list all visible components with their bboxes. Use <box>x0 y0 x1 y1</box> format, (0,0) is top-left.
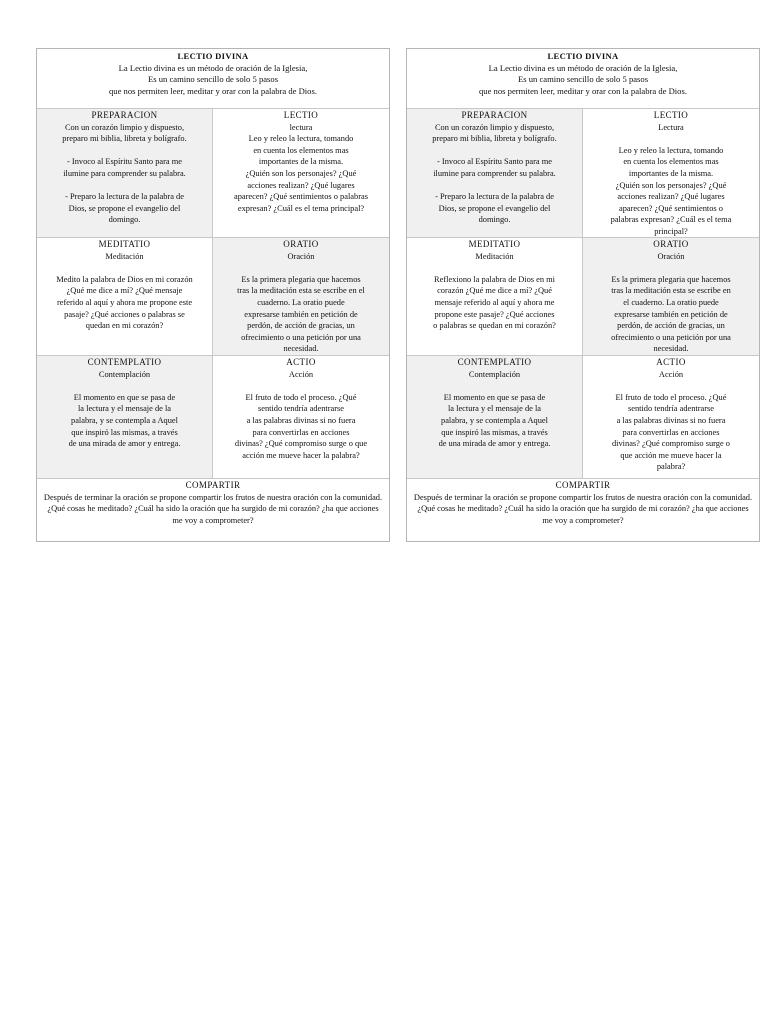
step-subheading: Oración <box>657 251 685 261</box>
step-subheading: Meditación <box>105 251 144 261</box>
card-intro: La Lectio divina es un método de oración de la Iglesia, Es un camino sencillo de solo 5 pasos que nos permiten leer, meditar y orar con la palabra de Dios. <box>109 62 317 96</box>
card-header <box>407 49 759 109</box>
step-lectio <box>213 109 389 238</box>
step-heading: ORATIO <box>653 239 689 249</box>
step-body: Medito la palabra de Dios en mi corazón ¿Qué me dice a mí? ¿Qué mensaje referido al aquí y ahora me propone este pasaje? ¿Qué acciones o palabras se quedan en mi corazón? <box>56 274 193 331</box>
step-body: Después de terminar la oración se propone compartir los frutos de nuestra oración con la comunidad. ¿Qué cosas he meditado? ¿Cuál ha sido la oración que ha surgido de mi corazón? ¿ha que acciones me voy a comprometer? <box>413 492 753 525</box>
card-title: LECTIO DIVINA <box>177 51 249 61</box>
card-header <box>37 49 389 109</box>
step-heading: MEDITATIO <box>98 239 151 249</box>
step-oratio <box>583 238 759 356</box>
step-heading: PREPARACION <box>91 110 158 120</box>
step-subheading: Lectura <box>658 122 684 132</box>
step-preparacion <box>407 109 583 238</box>
step-heading: COMPARTIR <box>185 480 241 490</box>
step-body: El fruto de todo el proceso. ¿Qué sentido tendría adentrarse a las palabras divinas si no fuera para convertirlas en acciones divinas? ¿Qué compromiso surge o que acción me mueve hacer la palabra? <box>611 392 730 472</box>
card-intro: La Lectio divina es un método de oración de la Iglesia, Es un camino sencillo de solo 5 pasos que nos permiten leer, meditar y orar con la palabra de Dios. <box>479 62 687 96</box>
step-heading: CONTEMPLATIO <box>457 357 532 367</box>
step-body: Leo y releo la lectura, tomando en cuenta los elementos mas importantes de la misma. ¿Quién son los personajes? ¿Qué acciones realizan? ¿Qué lugares aparecen? ¿Qué sentimientos o palabras expresan? ¿Cuál es el tema principal? <box>610 145 732 236</box>
step-contemplatio <box>407 356 583 479</box>
step-compartir <box>407 479 759 541</box>
step-contemplatio <box>37 356 213 479</box>
step-heading: PREPARACION <box>461 110 528 120</box>
step-heading: COMPARTIR <box>555 480 611 490</box>
step-body: Reflexiono la palabra de Dios en mi corazón ¿Qué me dice a mí? ¿Qué mensaje referido al aquí y ahora me propone este pasaje? ¿Qué acciones o palabras se quedan en mi corazón? <box>433 274 556 331</box>
step-body: Después de terminar la oración se propone compartir los frutos de nuestra oración con la comunidad. ¿Qué cosas he meditado? ¿Cuál ha sido la oración que ha surgido de mi corazón? ¿ha que acciones me voy a comprometer? <box>43 492 383 525</box>
step-oratio <box>213 238 389 356</box>
step-meditatio <box>407 238 583 356</box>
step-body: Leo y releo la lectura, tomando en cuenta los elementos mas importantes de la misma. ¿Quién son los personajes? ¿Qué acciones realizan? ¿Qué lugares aparecen? ¿Qué sentimientos o palabras expresan? ¿Cuál es el tema principal? <box>234 134 368 213</box>
step-subheading: Acción <box>288 369 314 379</box>
step-heading: MEDITATIO <box>468 239 521 249</box>
step-heading: LECTIO <box>653 110 689 120</box>
step-subheading: Contemplación <box>468 369 521 379</box>
step-body: El momento en que se pasa de la lectura y el mensaje de la palabra, y se contempla a Aquel que inspiró las mismas, a través de una mirada de amor y entrega. <box>68 392 181 449</box>
step-compartir <box>37 479 389 541</box>
lectio-card-left <box>36 48 390 542</box>
step-body: Con un corazón limpio y dispuesto, preparo mi biblia, libreta y bolígrafo. - Invoco al Espíritu Santo para me ilumine para comprender su palabra. - Preparo la lectura de la palabra de Dios, se propone el evangelio del domingo. <box>62 122 187 225</box>
step-body: Es la primera plegaria que hacemos tras la meditación esta se escribe en el cuaderno. La oratio puede expresarse también en petición de perdón, de acción de gracias, un ofrecimiento o una petición por una necesidad. <box>611 274 731 354</box>
lectio-card-right <box>406 48 760 542</box>
step-body: El fruto de todo el proceso. ¿Qué sentido tendría adentrarse a las palabras divinas si no fuera para convertirlas en acciones divinas? ¿Qué compromiso surge o que acción me mueve hacer la palabra? <box>234 392 368 460</box>
step-body: El momento en que se pasa de la lectura y el mensaje de la palabra, y se contempla a Aquel que inspiró las mismas, a través de una mirada de amor y entrega. <box>438 392 551 449</box>
steps-grid <box>37 109 389 479</box>
step-actio <box>583 356 759 479</box>
step-actio <box>213 356 389 479</box>
step-heading: ACTIO <box>286 357 316 367</box>
step-body: Es la primera plegaria que hacemos tras la meditación esta se escribe en el cuaderno. La oratio puede expresarse también en petición de perdón, de acción de gracias, un ofrecimiento o una petición por una necesidad. <box>237 274 365 354</box>
step-preparacion <box>37 109 213 238</box>
step-heading: LECTIO <box>283 110 319 120</box>
step-subheading: Meditación <box>475 251 514 261</box>
step-subheading: Acción <box>658 369 684 379</box>
step-subheading: Oración <box>287 251 315 261</box>
step-subheading: lectura <box>289 122 313 132</box>
steps-grid <box>407 109 759 479</box>
step-meditatio <box>37 238 213 356</box>
step-subheading: Contemplación <box>98 369 151 379</box>
step-lectio <box>583 109 759 238</box>
card-title: LECTIO DIVINA <box>547 51 619 61</box>
step-body: Con un corazón limpio y dispuesto, preparo mi biblia, libreta y bolígrafo. - Invoco al Espíritu Santo para me ilumine para comprender su palabra. - Preparo la lectura de la palabra de Dios, se propone el evangelio del domingo. <box>432 122 557 225</box>
step-heading: ORATIO <box>283 239 319 249</box>
step-heading: ACTIO <box>656 357 686 367</box>
step-heading: CONTEMPLATIO <box>87 357 162 367</box>
